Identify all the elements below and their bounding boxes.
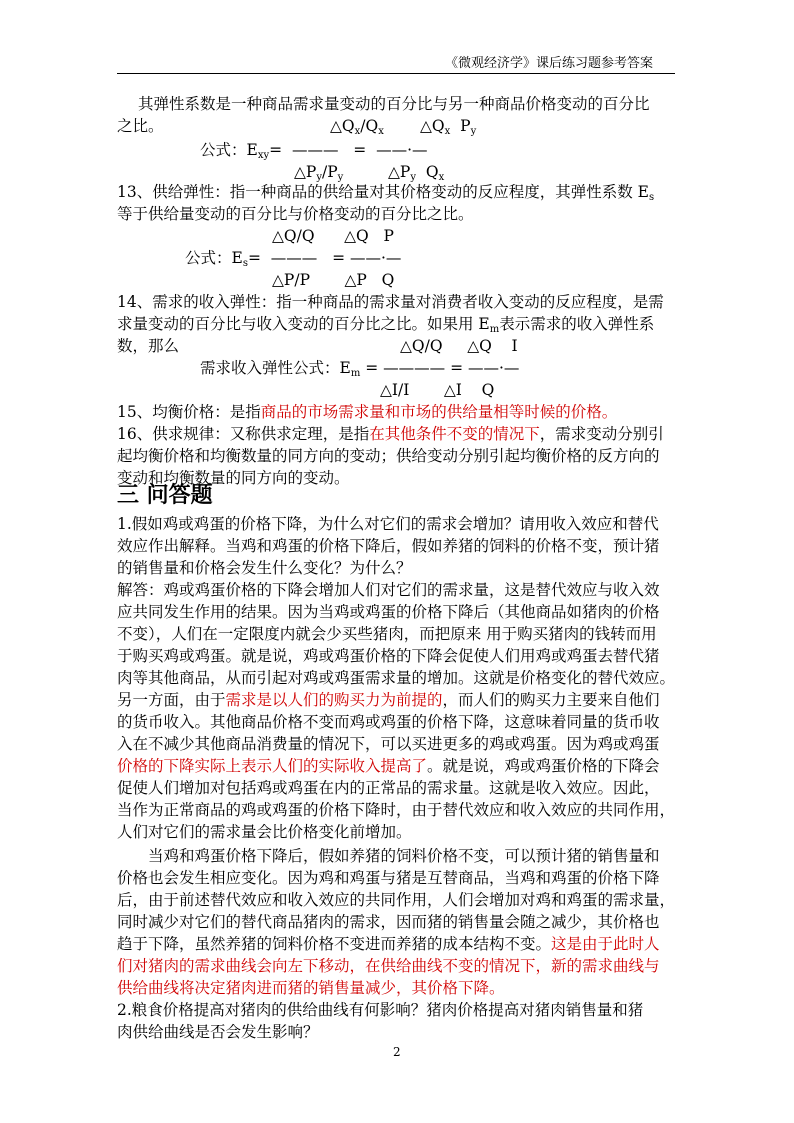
formula-numerator: $\triangle Q_x/Q_x$: [330, 117, 384, 137]
answer-line: 入在不减少其他商品消费量的情况下，可以买进更多的鸡或鸡蛋。因为鸡或鸡蛋: [117, 735, 660, 753]
answer-line: 应共同发生作用的结果。因为当鸡或鸡蛋的价格下降后（其他商品如猪肉的价格: [117, 603, 660, 621]
page-number: 2: [393, 1045, 401, 1059]
text-line: 13、供给弹性：指一种商品的供给量对其价格变动的反应程度，其弹性系数 $E_s$: [117, 183, 655, 203]
answer-line: 于购买鸡或鸡蛋。就是说，鸡或鸡蛋价格的下降会促使人们用鸡或鸡蛋去替代猪: [117, 647, 660, 665]
running-header: 《微观经济学》课后练习题参考答案: [445, 56, 654, 71]
header-rule: [117, 73, 675, 74]
section-title: 三 问答题: [117, 482, 213, 508]
formula: 需求收入弹性公式：$E_m$ = ———— = ——·—: [200, 359, 520, 379]
question-line: 效应作出解释。当鸡和鸡蛋的价格下降后，假如养猪的饲料的价格不变，预计猪: [117, 537, 660, 555]
formula: 公式：$E_s=$ ——— = ——·—: [185, 249, 402, 269]
answer-line: 肉等其他商品，从而引起对鸡或鸡蛋需求量的增加。这就是价格变化的替代效应。: [117, 669, 676, 687]
text-line: 之比。: [117, 117, 164, 135]
formula-numerator: △Q/Q △Q P: [272, 227, 394, 245]
answer-line: 的货币收入。其他商品价格不变而鸡或鸡蛋的价格下降，这意味着同量的货币收: [117, 713, 660, 731]
formula-denominator: $\triangle P_y$ $Q_x$: [388, 163, 445, 183]
answer-line: 人们对它们的需求量会比价格变化前增加。: [117, 823, 412, 841]
text-line: 16、供求规律：又称供求定理，是指在其他条件不变的情况下，需求变动分别引: [117, 425, 664, 443]
formula-denominator: $\triangle P_y/P_y$: [294, 163, 344, 183]
text-line: 变动和均衡数量的同方向的变动。: [117, 469, 350, 487]
formula-denominator: △P/P △P Q: [272, 271, 395, 289]
answer-line: 趋于下降，虽然养猪的饲料价格不变进而养猪的成本结构不变。这是由于此时人: [117, 935, 660, 953]
answer-line: 不变），人们在一定限度内就会少买些猪肉，而把原来 用于购买猪肉的钱转而用: [117, 625, 657, 643]
answer-line: 们对猪肉的需求曲线会向左下移动，在供给曲线不变的情况下，新的需求曲线与: [117, 957, 660, 975]
formula-denominator: △I/I △I Q: [380, 381, 495, 399]
text-line: 求量变动的百分比与收入变动的百分比之比。如果用 $E_m$表示需求的收入弹性系: [117, 315, 655, 335]
text-line: 15、均衡价格：是指商品的市场需求量和市场的供给量相等时候的价格。: [117, 403, 618, 421]
text-line: 其弹性系数是一种商品需求量变动的百分比与另一种商品价格变动的百分比: [138, 95, 650, 113]
question-line: 肉供给曲线是否会发生影响？: [117, 1023, 319, 1041]
text-line: 数，那么: [117, 337, 180, 355]
formula-numerator: $\triangle Q_x$ $P_y$: [420, 117, 477, 137]
answer-line: 价格的下降实际上表示人们的实际收入提高了。就是说，鸡或鸡蛋价格的下降会: [117, 757, 660, 775]
answer-line: 当作为正常商品的鸡或鸡蛋的价格下降时，由于替代效应和收入效应的共同作用，: [117, 801, 676, 819]
answer-line: 价格也会发生相应变化。因为鸡和鸡蛋与猪是互替商品，当鸡和鸡蛋的价格下降: [117, 869, 660, 887]
question-line: 1.假如鸡或鸡蛋的价格下降，为什么对它们的需求会增加？请用收入效应和替代: [117, 515, 659, 533]
formula-numerator: △Q/Q △Q I: [400, 337, 518, 355]
question-line: 的销售量和价格会发生什么变化？为什么？: [117, 559, 412, 577]
answer-line: 促使人们增加对包括鸡或鸡蛋在内的正常品的需求量。这就是收入效应。因此，: [117, 779, 660, 797]
text-line: 等于供给量变动的百分比与价格变动的百分比之比。: [117, 205, 474, 223]
question-line: 2.粮食价格提高对猪肉的供给曲线有何影响？猪肉价格提高对猪肉销售量和猪: [117, 1001, 644, 1019]
answer-line: 解答：鸡或鸡蛋价格的下降会增加人们对它们的需求量，这是替代效应与收入效: [117, 581, 660, 599]
text-line: 14、需求的收入弹性：指一种商品的需求量对消费者收入变动的反应程度，是需: [117, 293, 664, 311]
text-line: 起均衡价格和均衡数量的同方向的变动；供给变动分别引起均衡价格的反方向的: [117, 447, 660, 465]
answer-line: 另一方面，由于需求是以人们的购买力为前提的，而人们的购买力主要来自他们: [117, 691, 660, 709]
answer-line: 当鸡和鸡蛋价格下降后，假如养猪的饲料价格不变，可以预计猪的销售量和: [148, 847, 660, 865]
answer-line: 供给曲线将决定猪肉进而猪的销售量减少，其价格下降。: [117, 979, 505, 997]
answer-line: 同时减少对它们的替代商品猪肉的需求，因而猪的销售量会随之减少，其价格也: [117, 913, 660, 931]
answer-line: 后，由于前述替代效应和收入效应的共同作用，人们会增加对鸡和鸡蛋的需求量，: [117, 891, 676, 909]
formula: 公式：$E_{xy}=$ ——— = ——·—: [200, 141, 428, 161]
